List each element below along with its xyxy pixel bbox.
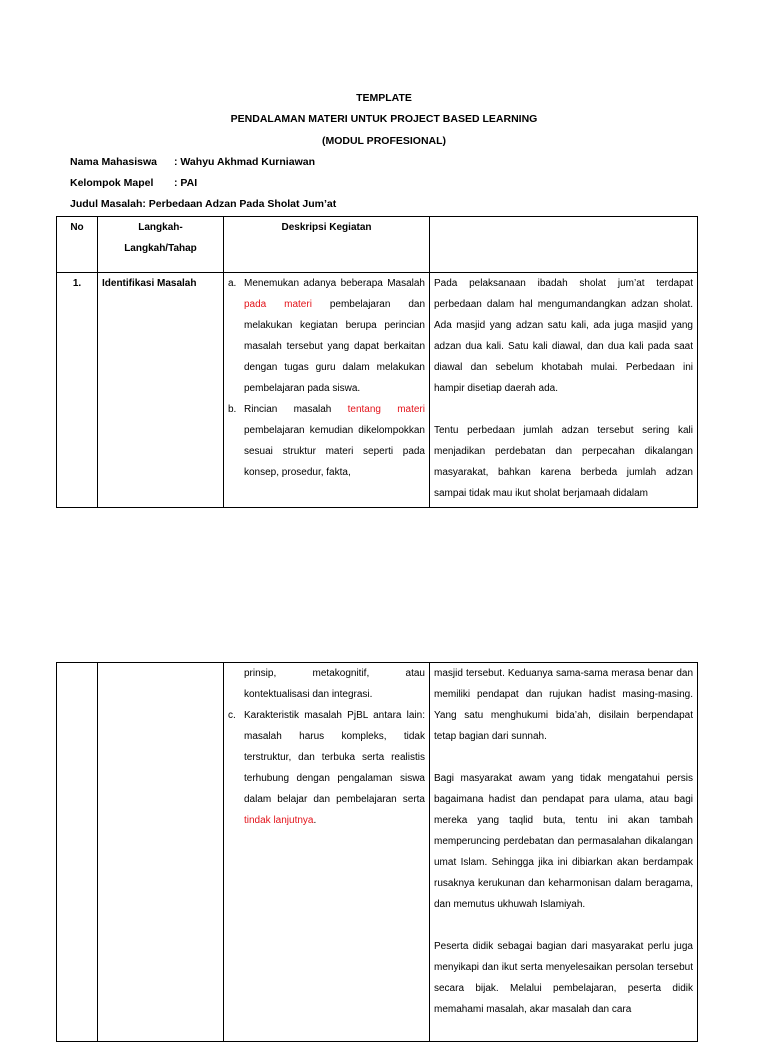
row-notes <box>430 663 698 1042</box>
notes-paragraph: Bagi masyarakat awam yang tidak mengatahui persis bagaimana hadist dan pendapat para ulama, atau bagi mereka yang taqlid buta, tentu ini akan tambah memperuncing perdebatan dan permasalahan dikalangan umat Islam. Sehingga jika ini dibiarkan akan berdampak rusaknya kerukunan dan keharmonisan dalam beragama, dan memutus ukhuwah Islamiyah. <box>434 773 693 910</box>
highlight-text: tentang materi <box>347 404 425 415</box>
doc-module: (MODUL PROFESIONAL) <box>321 135 447 147</box>
table-header-row <box>57 217 698 273</box>
highlight-text: tindak lanjutnya <box>244 815 314 826</box>
activity-table-continued <box>56 662 698 1042</box>
list-item <box>228 273 426 399</box>
row-step-empty <box>98 663 224 1042</box>
notes-paragraph: Pada pelaksanaan ibadah sholat jum’at terdapat perbedaan dalam hal mengumandangkan adzan sholat. Ada masjid yang adzan satu kali, ada juga masjid yang adzan dua kali. Satu kali diawal, dan dua kali pada saat diawal dan sebelum khotabah mulai. Perbedaan ini hampir disetiap daerah ada. <box>434 278 693 394</box>
table-row <box>57 273 698 508</box>
header-blank <box>430 217 698 273</box>
header-no: No <box>57 217 98 273</box>
problem-title: Judul Masalah: Perbedaan Adzan Pada Sholat Jum’at <box>70 198 337 210</box>
item-marker: b. <box>228 404 237 415</box>
notes-paragraph: masjid tersebut. Keduanya sama-sama merasa benar dan memiliki pendapat dan rujukan hadist masing-masing. Yang satu menghukumi bida’ah, disilain berpendapat tetap bagian dari sunnah. <box>434 668 693 742</box>
doc-subtitle: PENDALAMAN MATERI UNTUK PROJECT BASED LEARNING <box>230 113 538 125</box>
table-row <box>57 663 698 1042</box>
student-name-row <box>70 156 315 168</box>
subject-group-value: : PAI <box>174 177 198 189</box>
item-marker: c. <box>228 710 236 721</box>
row-number-empty <box>57 663 98 1042</box>
notes-paragraph: Tentu perbedaan jumlah adzan tersebut sering kali menjadikan perdebatan dan perpecahan dikalangan masyarakat, bahkan karena berbeda jumlah adzan sampai tidak mau ikut sholat berjamaah didalam <box>434 425 693 499</box>
list-item <box>228 399 425 483</box>
row-step-name: Identifikasi Masalah <box>98 273 224 508</box>
student-name-value: : Wahyu Akhmad Kurniawan <box>174 156 315 168</box>
subject-group-row <box>70 177 197 189</box>
item-text: pembelajaran kemudian dikelompokkan sesuai struktur materi seperti pada konsep, prosedur, fakta, <box>244 425 425 478</box>
list-item <box>228 705 425 831</box>
header-steps-line2: Langkah/Tahap <box>124 243 197 254</box>
item-text: . <box>313 815 317 826</box>
item-marker: a. <box>228 278 237 289</box>
item-text: Menemukan adanya beberapa Masalah <box>244 278 425 289</box>
header-steps-line1: Langkah- <box>138 222 183 233</box>
description-list <box>228 273 425 483</box>
subject-group-label: Kelompok Mapel <box>70 177 154 189</box>
notes-paragraph: Peserta didik sebagai bagian dari masyarakat perlu juga menyikapi dan ikut serta menyelesaikan persolan tersebut secara bijak. Melalui pembelajaran, peserta didik memahami masalah, akar masalah dan cara <box>434 941 693 1015</box>
row-description <box>224 273 430 508</box>
item-text-continued: prinsip, metakognitif, atau kontektualisasi dan integrasi. <box>244 668 425 700</box>
highlight-text: pada materi <box>244 299 312 310</box>
header-steps <box>98 217 224 273</box>
row-number: 1. <box>57 273 98 508</box>
activity-table <box>56 216 698 508</box>
item-text: Karakteristik masalah PjBL antara lain: masalah harus kompleks, tidak terstruktur, dan terbuka serta realistis terhubung dengan pengalaman siswa dalam belajar dan pembelajaran serta <box>244 710 425 805</box>
doc-title: TEMPLATE <box>356 92 412 104</box>
item-text: Rincian masalah <box>244 404 348 415</box>
header-description: Deskripsi Kegiatan <box>224 217 430 273</box>
item-text: pembelajaran dan melakukan kegiatan berupa perincian masalah tersebut yang dapat berkaitan dengan tugas guru dalam melakukan pembelajaran pada siswa. <box>244 299 426 394</box>
row-notes <box>430 273 698 508</box>
description-list <box>228 705 425 831</box>
student-name-label: Nama Mahasiswa <box>70 156 157 168</box>
row-description <box>224 663 430 1042</box>
